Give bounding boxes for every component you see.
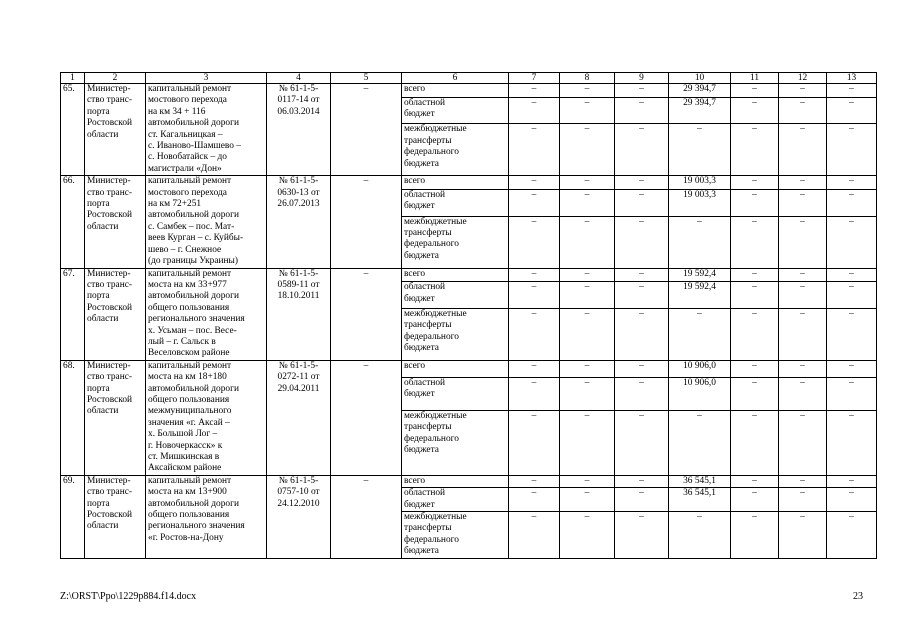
- value-cell: –: [779, 124, 827, 176]
- cell-line: 0272-11 от: [277, 372, 320, 383]
- column-number: 10: [669, 73, 731, 84]
- value-cell: –: [731, 268, 779, 282]
- value-cell: –: [779, 488, 827, 512]
- value-cell: –: [731, 377, 779, 410]
- cell-line: Ростовской: [87, 302, 133, 313]
- cell-line: Министер-: [87, 360, 131, 371]
- cell-line: на км 34 + 116: [148, 106, 206, 117]
- cell-line: моста на км 33+977: [148, 279, 227, 290]
- funding-source-cell: [402, 475, 509, 487]
- value-cell: –: [615, 176, 669, 190]
- cell-line: всего: [404, 176, 426, 187]
- value-cell: –: [731, 97, 779, 124]
- value-cell: –: [827, 190, 877, 217]
- cell-line: автомобильной дороги: [148, 291, 239, 302]
- value-cell: –: [615, 190, 669, 217]
- cell-line: порта: [87, 291, 110, 302]
- value-cell: –: [560, 268, 615, 282]
- cell-line: 29.04.2011: [277, 383, 320, 394]
- cell-line: области: [87, 314, 119, 325]
- cell-line: областной: [404, 190, 446, 201]
- document-cell: [267, 176, 331, 268]
- cell-line: 0589-11 от: [277, 279, 320, 290]
- value-cell: –: [509, 377, 560, 410]
- value-cell: 19 592,4: [669, 268, 731, 282]
- value-cell: –: [779, 308, 827, 360]
- value-cell: –: [827, 97, 877, 124]
- value-cell: –: [509, 282, 560, 309]
- value-cell: –: [615, 282, 669, 309]
- cell-line: общего пользования: [148, 510, 230, 521]
- column-number: 9: [615, 73, 669, 84]
- cell-line: капитальный ремонт: [148, 84, 232, 94]
- cell-line: всего: [404, 360, 426, 371]
- value-cell: –: [615, 411, 669, 476]
- value-cell: –: [779, 360, 827, 377]
- value-cell: 36 545,1: [669, 475, 731, 487]
- cell-line: автомобильной дороги: [148, 210, 239, 221]
- organization-cell: [85, 176, 146, 268]
- value-cell: –: [731, 512, 779, 559]
- value-cell: –: [509, 176, 560, 190]
- value-cell: –: [779, 377, 827, 410]
- value-cell: –: [827, 216, 877, 268]
- document-cell: [267, 475, 331, 558]
- funding-source-cell: [402, 176, 509, 190]
- value-cell: –: [560, 216, 615, 268]
- cell-line: мостового перехода: [148, 95, 227, 106]
- value-cell: –: [827, 377, 877, 410]
- funding-source-cell: [402, 282, 509, 309]
- cell-line: ство транс-: [87, 487, 133, 498]
- value-cell: –: [615, 512, 669, 559]
- value-cell: –: [779, 268, 827, 282]
- column-number: 13: [827, 73, 877, 84]
- column-number: 11: [731, 73, 779, 84]
- value-cell: –: [827, 308, 877, 360]
- value-cell: –: [827, 360, 877, 377]
- funding-source-cell: [402, 190, 509, 217]
- cell-line: г. Новочеркасск» к: [148, 440, 223, 451]
- cell-line: № 61-1-5-: [278, 176, 319, 187]
- cell-line: Ростовской: [87, 394, 133, 405]
- cell-line: федерального: [404, 239, 459, 250]
- value-cell: –: [731, 308, 779, 360]
- column-5-cell: –: [331, 475, 402, 558]
- column-number: 6: [402, 73, 509, 84]
- row-number: 68.: [61, 360, 85, 475]
- budget-table: [60, 72, 877, 559]
- table-row: [61, 475, 877, 487]
- funding-source-cell: [402, 377, 509, 410]
- funding-source-cell: [402, 268, 509, 282]
- cell-line: Министер-: [87, 475, 131, 486]
- cell-line: 18.10.2011: [277, 291, 320, 302]
- value-cell: –: [779, 512, 827, 559]
- cell-line: с. Новобатайск – до: [148, 152, 227, 163]
- cell-line: х. Усьман – пос. Весе-: [148, 325, 237, 336]
- row-number: 66.: [61, 176, 85, 268]
- cell-line: порта: [87, 498, 110, 509]
- cell-line: 0117-14 от: [277, 95, 320, 106]
- value-cell: –: [827, 176, 877, 190]
- funding-source-cell: [402, 360, 509, 377]
- value-cell: –: [560, 84, 615, 98]
- cell-line: межбюджетные: [404, 124, 467, 135]
- cell-line: бюджет: [404, 109, 435, 120]
- cell-line: бюджет: [404, 499, 435, 510]
- value-cell: –: [615, 360, 669, 377]
- value-cell: –: [779, 216, 827, 268]
- description-cell: [146, 360, 267, 475]
- value-cell: –: [827, 512, 877, 559]
- cell-line: моста на км 18+180: [148, 372, 227, 383]
- row-number: 65.: [61, 84, 85, 176]
- value-cell: –: [615, 268, 669, 282]
- value-cell: –: [560, 488, 615, 512]
- cell-line: капитальный ремонт: [148, 268, 232, 279]
- value-cell: –: [731, 411, 779, 476]
- value-cell: –: [731, 190, 779, 217]
- funding-source-cell: [402, 216, 509, 268]
- description-cell: [146, 475, 267, 558]
- value-cell: –: [731, 475, 779, 487]
- cell-line: № 61-1-5-: [278, 360, 319, 371]
- value-cell: –: [731, 488, 779, 512]
- row-number: 67.: [61, 268, 85, 360]
- value-cell: –: [669, 216, 731, 268]
- cell-line: Ростовской: [87, 510, 133, 521]
- cell-line: мостового перехода: [148, 187, 227, 198]
- value-cell: –: [731, 216, 779, 268]
- value-cell: –: [560, 308, 615, 360]
- value-cell: –: [560, 97, 615, 124]
- value-cell: –: [779, 411, 827, 476]
- value-cell: –: [560, 176, 615, 190]
- value-cell: –: [560, 411, 615, 476]
- cell-line: трансферты: [404, 135, 452, 146]
- value-cell: –: [509, 268, 560, 282]
- cell-line: 0630-13 от: [277, 187, 320, 198]
- cell-line: межбюджетные: [404, 216, 467, 227]
- value-cell: –: [615, 124, 669, 176]
- page-number: 23: [853, 591, 863, 602]
- cell-line: областной: [404, 488, 446, 499]
- value-cell: 10 906,0: [669, 360, 731, 377]
- value-cell: –: [731, 124, 779, 176]
- cell-line: х. Большой Лог –: [148, 429, 218, 440]
- description-cell: [146, 268, 267, 360]
- cell-line: Министер-: [87, 84, 131, 94]
- cell-line: бюджет: [404, 293, 435, 304]
- value-cell: –: [509, 84, 560, 98]
- cell-line: № 61-1-5-: [278, 475, 319, 486]
- funding-source-cell: [402, 124, 509, 176]
- value-cell: –: [827, 488, 877, 512]
- value-cell: –: [509, 124, 560, 176]
- cell-line: автомобильной дороги: [148, 118, 239, 129]
- value-cell: –: [827, 124, 877, 176]
- cell-line: порта: [87, 199, 110, 210]
- value-cell: –: [509, 97, 560, 124]
- value-cell: –: [615, 97, 669, 124]
- cell-line: федерального: [404, 534, 459, 545]
- cell-line: межбюджетные: [404, 308, 467, 319]
- value-cell: 19 003,3: [669, 176, 731, 190]
- cell-line: бюджета: [404, 250, 439, 261]
- value-cell: –: [731, 360, 779, 377]
- value-cell: –: [669, 512, 731, 559]
- cell-line: Министер-: [87, 268, 131, 279]
- organization-cell: [85, 360, 146, 475]
- cell-line: Ростовской: [87, 118, 133, 129]
- value-cell: –: [779, 97, 827, 124]
- funding-source-cell: [402, 84, 509, 98]
- cell-line: Ростовской: [87, 210, 133, 221]
- cell-line: области: [87, 129, 119, 140]
- cell-line: бюджета: [404, 158, 439, 169]
- cell-line: федерального: [404, 147, 459, 158]
- cell-line: общего пользования: [148, 302, 230, 313]
- value-cell: –: [669, 124, 731, 176]
- value-cell: 10 906,0: [669, 377, 731, 410]
- cell-line: регионального значения: [148, 314, 245, 325]
- column-number: 12: [779, 73, 827, 84]
- cell-line: области: [87, 406, 119, 417]
- value-cell: –: [615, 475, 669, 487]
- cell-line: области: [87, 521, 119, 532]
- cell-line: межбюджетные: [404, 512, 467, 523]
- cell-line: областной: [404, 282, 446, 293]
- cell-line: всего: [404, 475, 426, 486]
- cell-line: трансферты: [404, 320, 452, 331]
- column-number: 3: [146, 73, 267, 84]
- value-cell: –: [827, 411, 877, 476]
- value-cell: –: [827, 268, 877, 282]
- cell-line: моста на км 13+900: [148, 487, 227, 498]
- cell-line: веев Курган – с. Куйбы-: [148, 233, 244, 244]
- column-number: 4: [267, 73, 331, 84]
- cell-line: на км 72+251: [148, 199, 202, 210]
- cell-line: ст. Кагальницкая –: [148, 129, 223, 140]
- column-number: 5: [331, 73, 402, 84]
- cell-line: № 61-1-5-: [278, 268, 319, 279]
- column-5-cell: –: [331, 360, 402, 475]
- cell-line: шево – г. Снежное: [148, 244, 222, 255]
- value-cell: –: [827, 475, 877, 487]
- value-cell: –: [615, 308, 669, 360]
- cell-line: регионального значения: [148, 521, 245, 532]
- value-cell: –: [615, 216, 669, 268]
- value-cell: –: [827, 84, 877, 98]
- value-cell: –: [560, 475, 615, 487]
- value-cell: –: [779, 176, 827, 190]
- cell-line: бюджет: [404, 389, 435, 400]
- cell-line: порта: [87, 383, 110, 394]
- value-cell: 19 592,4: [669, 282, 731, 309]
- value-cell: –: [615, 488, 669, 512]
- cell-line: бюджета: [404, 546, 439, 557]
- cell-line: федерального: [404, 433, 459, 444]
- organization-cell: [85, 84, 146, 176]
- funding-source-cell: [402, 512, 509, 559]
- cell-line: федерального: [404, 331, 459, 342]
- table-row: [61, 268, 877, 282]
- cell-line: области: [87, 221, 119, 232]
- cell-line: с. Самбек – пос. Мат-: [148, 221, 235, 232]
- document-cell: [267, 268, 331, 360]
- cell-line: автомобильной дороги: [148, 498, 239, 509]
- cell-line: ство транс-: [87, 279, 133, 290]
- organization-cell: [85, 475, 146, 558]
- column-5-cell: –: [331, 176, 402, 268]
- cell-line: общего пользования: [148, 394, 230, 405]
- file-path: Z:\ORST\Ppo\1229p884.f14.docx: [60, 591, 197, 602]
- cell-line: межбюджетные: [404, 411, 467, 422]
- value-cell: –: [731, 176, 779, 190]
- cell-line: ство транс-: [87, 95, 133, 106]
- value-cell: –: [560, 190, 615, 217]
- cell-line: с. Иваново-Шамшево –: [148, 141, 241, 152]
- value-cell: –: [560, 124, 615, 176]
- cell-line: лый – г. Сальск в: [148, 336, 216, 347]
- cell-line: областной: [404, 377, 446, 388]
- cell-line: капитальный ремонт: [148, 360, 232, 371]
- value-cell: –: [669, 411, 731, 476]
- column-number-row: [61, 73, 877, 84]
- cell-line: всего: [404, 268, 426, 279]
- cell-line: трансферты: [404, 523, 452, 534]
- row-number: 69.: [61, 475, 85, 558]
- cell-line: автомобильной дороги: [148, 383, 239, 394]
- cell-line: порта: [87, 106, 110, 117]
- value-cell: –: [779, 84, 827, 98]
- value-cell: –: [560, 360, 615, 377]
- value-cell: –: [509, 488, 560, 512]
- organization-cell: [85, 268, 146, 360]
- value-cell: –: [560, 282, 615, 309]
- document-cell: [267, 360, 331, 475]
- cell-line: магистрали «Дон»: [148, 163, 222, 174]
- cell-line: (до границы Украины): [148, 256, 238, 267]
- cell-line: № 61-1-5-: [278, 84, 319, 94]
- cell-line: трансферты: [404, 422, 452, 433]
- description-cell: [146, 176, 267, 268]
- cell-line: 0757-10 от: [277, 487, 320, 498]
- value-cell: –: [509, 360, 560, 377]
- table-row: [61, 176, 877, 190]
- cell-line: Аксайском районе: [148, 463, 222, 474]
- cell-line: бюджета: [404, 445, 439, 456]
- funding-source-cell: [402, 97, 509, 124]
- table-row: [61, 84, 877, 98]
- description-cell: [146, 84, 267, 176]
- value-cell: –: [827, 282, 877, 309]
- column-5-cell: –: [331, 84, 402, 176]
- column-number: 7: [509, 73, 560, 84]
- cell-line: ство транс-: [87, 187, 133, 198]
- value-cell: –: [509, 512, 560, 559]
- cell-line: капитальный ремонт: [148, 176, 232, 187]
- value-cell: –: [509, 411, 560, 476]
- value-cell: 29 394,7: [669, 97, 731, 124]
- column-number: 1: [61, 73, 85, 84]
- value-cell: –: [509, 216, 560, 268]
- value-cell: –: [779, 475, 827, 487]
- value-cell: –: [731, 84, 779, 98]
- value-cell: –: [509, 190, 560, 217]
- cell-line: ст. Мишкинская в: [148, 452, 220, 462]
- value-cell: –: [731, 282, 779, 309]
- value-cell: –: [509, 475, 560, 487]
- funding-source-cell: [402, 488, 509, 512]
- cell-line: всего: [404, 84, 426, 94]
- cell-line: межмуниципального: [148, 406, 232, 417]
- cell-line: Веселовском районе: [148, 348, 230, 359]
- cell-line: 06.03.2014: [277, 106, 320, 117]
- column-5-cell: –: [331, 268, 402, 360]
- value-cell: –: [509, 308, 560, 360]
- value-cell: –: [615, 377, 669, 410]
- column-number: 8: [560, 73, 615, 84]
- value-cell: –: [669, 308, 731, 360]
- cell-line: капитальный ремонт: [148, 475, 232, 486]
- cell-line: «г. Ростов-на-Дону: [148, 532, 224, 543]
- value-cell: –: [560, 512, 615, 559]
- value-cell: –: [779, 282, 827, 309]
- cell-line: 26.07.2013: [277, 199, 320, 210]
- value-cell: 36 545,1: [669, 488, 731, 512]
- value-cell: –: [615, 84, 669, 98]
- value-cell: –: [560, 377, 615, 410]
- value-cell: 29 394,7: [669, 84, 731, 98]
- funding-source-cell: [402, 308, 509, 360]
- cell-line: 24.12.2010: [277, 498, 320, 509]
- value-cell: –: [779, 190, 827, 217]
- cell-line: ство транс-: [87, 372, 133, 383]
- table-row: [61, 360, 877, 377]
- table-body: [61, 73, 877, 559]
- document-cell: [267, 84, 331, 176]
- cell-line: бюджет: [404, 201, 435, 212]
- cell-line: значения «г. Аксай –: [148, 417, 230, 428]
- cell-line: Министер-: [87, 176, 131, 187]
- column-number: 2: [85, 73, 146, 84]
- funding-source-cell: [402, 411, 509, 476]
- cell-line: областной: [404, 97, 446, 108]
- value-cell: 19 003,3: [669, 190, 731, 217]
- cell-line: трансферты: [404, 227, 452, 238]
- cell-line: бюджета: [404, 343, 439, 354]
